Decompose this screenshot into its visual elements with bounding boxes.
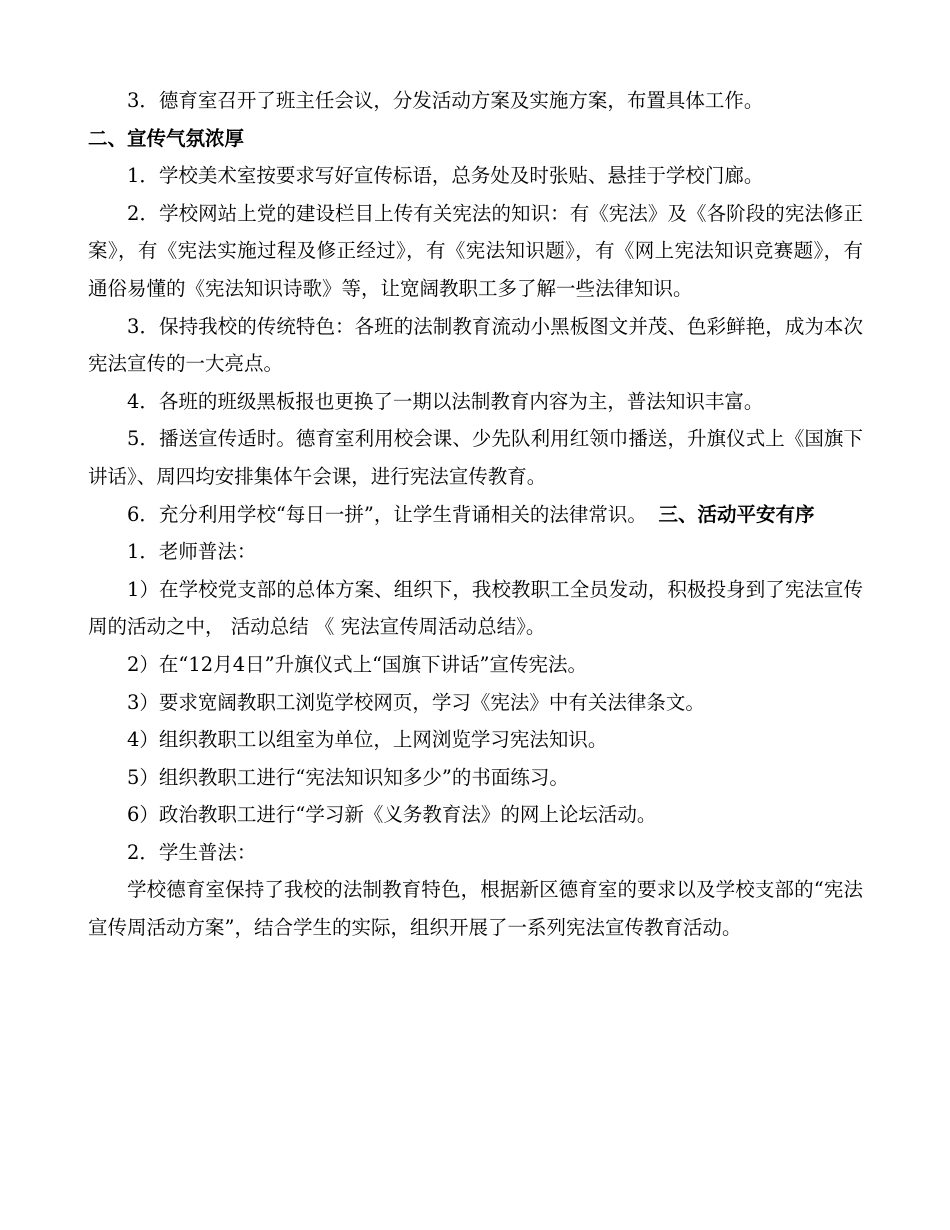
paragraph: 3．保持我校的传统特色：各班的法制教育流动小黑板图文并茂、色彩鲜艳，成为本次宪法宣传的一大亮点。 (88, 314, 863, 376)
section-heading: 二、宣传气氛浓厚 (88, 126, 245, 150)
paragraph: 3．德育室召开了班主任会议，分发活动方案及实施方案，布置具体工作。 (127, 89, 764, 112)
paragraph: 5．播送宣传适时。德育室利用校会课、少先队利用红领巾播送，升旗仪式上《国旗下讲话》、周四均安排集体午会课，进行宪法宣传教育。 (88, 427, 863, 488)
paragraph: 2．学校网站上党的建设栏目上传有关宪法的知识：有《宪法》及《各阶段的宪法修正案》，有《宪法实施过程及修正经过》，有《宪法知识题》，有《网上宪法知识竞赛题》，有通俗易懂的《宪法知识诗歌》等，让宽阔教职工多了解一些法律知识。 (88, 201, 863, 300)
paragraph: 3）要求宽阔教职工浏览学校网页，学习《宪法》中有关法律条文。 (127, 690, 705, 714)
paragraph: 1）在学校党支部的总体方案、组织下，我校教职工全员发动，积极投身到了宪法宣传周的活动之中， 活动总结 《 宪法宣传周活动总结》。 (88, 577, 863, 639)
paragraph: 学校德育室保持了我校的法制教育特色，根据新区德育室的要求以及学校支部的“宪法宣传周活动方案”，结合学生的实际，组织开展了一系列宪法宣传教育活动。 (88, 878, 863, 940)
paragraph: 5）组织教职工进行“宪法知识知多少”的书面练习。 (127, 765, 569, 789)
paragraph-text: 6．充分利用学校“每日一拼”，让学生背诵相关的法律常识。 (127, 502, 647, 526)
paragraph: 1．老师普法： (127, 540, 257, 564)
section-heading: 三、活动平安有序 (658, 502, 815, 526)
paragraph: 2．学生普法： (127, 840, 257, 864)
document-body (88, 82, 863, 947)
paragraph: 4）组织教职工以组室为单位，上网浏览学习宪法知识。 (127, 728, 608, 752)
paragraph: 2）在“12月4日”升旗仪式上“国旗下讲话”宣传宪法。 (127, 652, 588, 676)
paragraph: 4．各班的班级黑板报也更换了一期以法制教育内容为主，普法知识丰富。 (127, 389, 764, 413)
paragraph: 1．学校美术室按要求写好宣传标语，总务处及时张贴、悬挂于学校门廊。 (127, 164, 764, 188)
paragraph: 6）政治教职工进行“学习新《义务教育法》的网上论坛活动。 (127, 803, 657, 827)
paragraph-with-heading (88, 496, 863, 534)
